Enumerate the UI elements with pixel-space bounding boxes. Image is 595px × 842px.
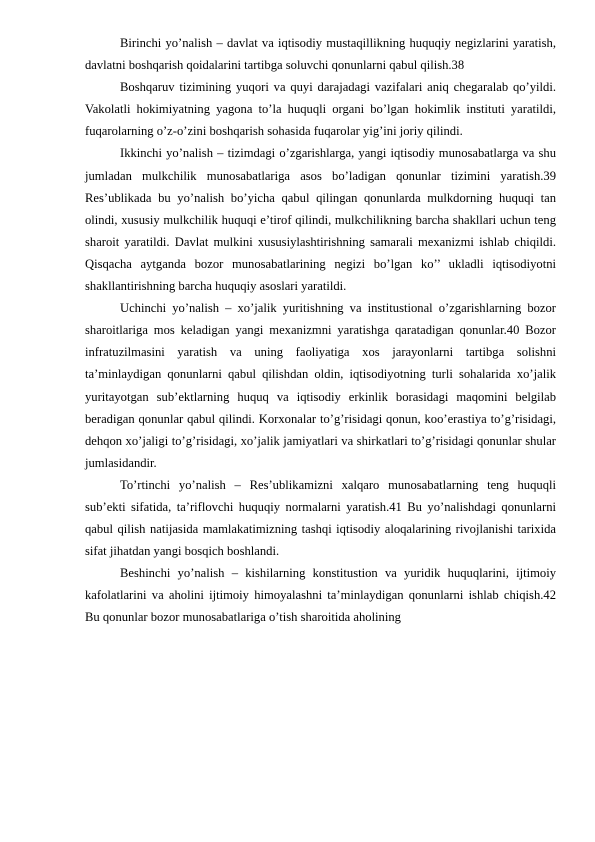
paragraph-fifth-direction: Beshinchi yo’nalish – kishilarning konstitustion va yuridik huquqlarini, ijtimoiy kafolatlarini va aholini ijtimoiy himoyalashni ta’minlaydigan qonunlarni ishlab chiqish.42 Bu qonunlar bozor munosabatlariga o’tish sharoitida aholining (85, 566, 556, 625)
paragraph-governance-system: Boshqaruv tizimining yuqori va quyi darajadagi vazifalari aniq chegaralab qo’yildi. Vakolatli hokimiyatning yagona to’la huquqli organi bo’lgan hokimlik instituti yaratildi, fuqarolarning o’z-o’zini boshqarish sohasida fuqarolar yig’ini joriy qilindi. (85, 80, 556, 139)
paragraph-fourth-direction: To’rtinchi yo’nalish – Res’ublikamizni xalqaro munosabatlarning teng huquqli sub’ekti sifatida, ta’riflovchi huquqiy normalarni yaratish.41 Bu yo’nalishdagi qonunlarni qabul qilish natijasida mamlakatimizning tashqi iqtisodiy aloqalarining rivojlanishi tarixida sifat jihatdan yangi bosqich boshlandi. (85, 477, 556, 559)
paragraph-third-direction: Uchinchi yo’nalish – xo’jalik yuritishning va institustional o’zgarishlarning bozor sharoitlariga mos keladigan yangi mexanizmni yaratishga qaratadigan qonunlar.40 Bozor infratuzilmasini yaratish va uning faoliyatiga xos jarayonlarni tartibga solishni ta’minlaydigan qonunlarni qabul qilishdan oldin, iqtisodiyotning turli sohalarida xo’jalik yuritayotgan sub’ektlarning huquq va iqtisodiy erkinlik borasidagi maqomini belgilab beradigan qonunlar qabul qilindi. Korxonalar to’g’risidagi qonun, koo’erastiya to’g’risidagi, dehqon xo’jaligi to’g’risidagi, xo’jalik jamiyatlari va shirkatlari to’g’risidagi qonunlar shular jumlasidandir. (85, 301, 556, 470)
document-page (85, 32, 556, 629)
paragraph-second-direction: Ikkinchi yo’nalish – tizimdagi o’zgarishlarga, yangi iqtisodiy munosabatlarga va shu jumladan mulkchilik munosabatlariga asos bo’ladigan qonunlar tizimini yaratish.39 Res’ublikada bu yo’nalish bo’yicha qabul qilingan qonunlarda mulkdorning huquqi tan olindi, xususiy mulkchilik huquqi e’tirof qilindi, mulkchilikning barcha shakllari uchun teng sharoit yaratildi. Davlat mulkini xususiylashtirishning samarali mexanizmi ishlab chiqildi. Qisqacha aytganda bozor munosabatlarining negizi bo’lgan ko’’ ukladli iqtisodiyotni shakllantirishning barcha huquqiy asoslari yaratildi. (85, 146, 556, 294)
paragraph-first-direction: Birinchi yo’nalish – davlat va iqtisodiy mustaqillikning huquqiy negizlarini yaratish, davlatni boshqarish qoidalarini tartibga soluvchi qonunlarni qabul qilish.38 (85, 36, 556, 73)
